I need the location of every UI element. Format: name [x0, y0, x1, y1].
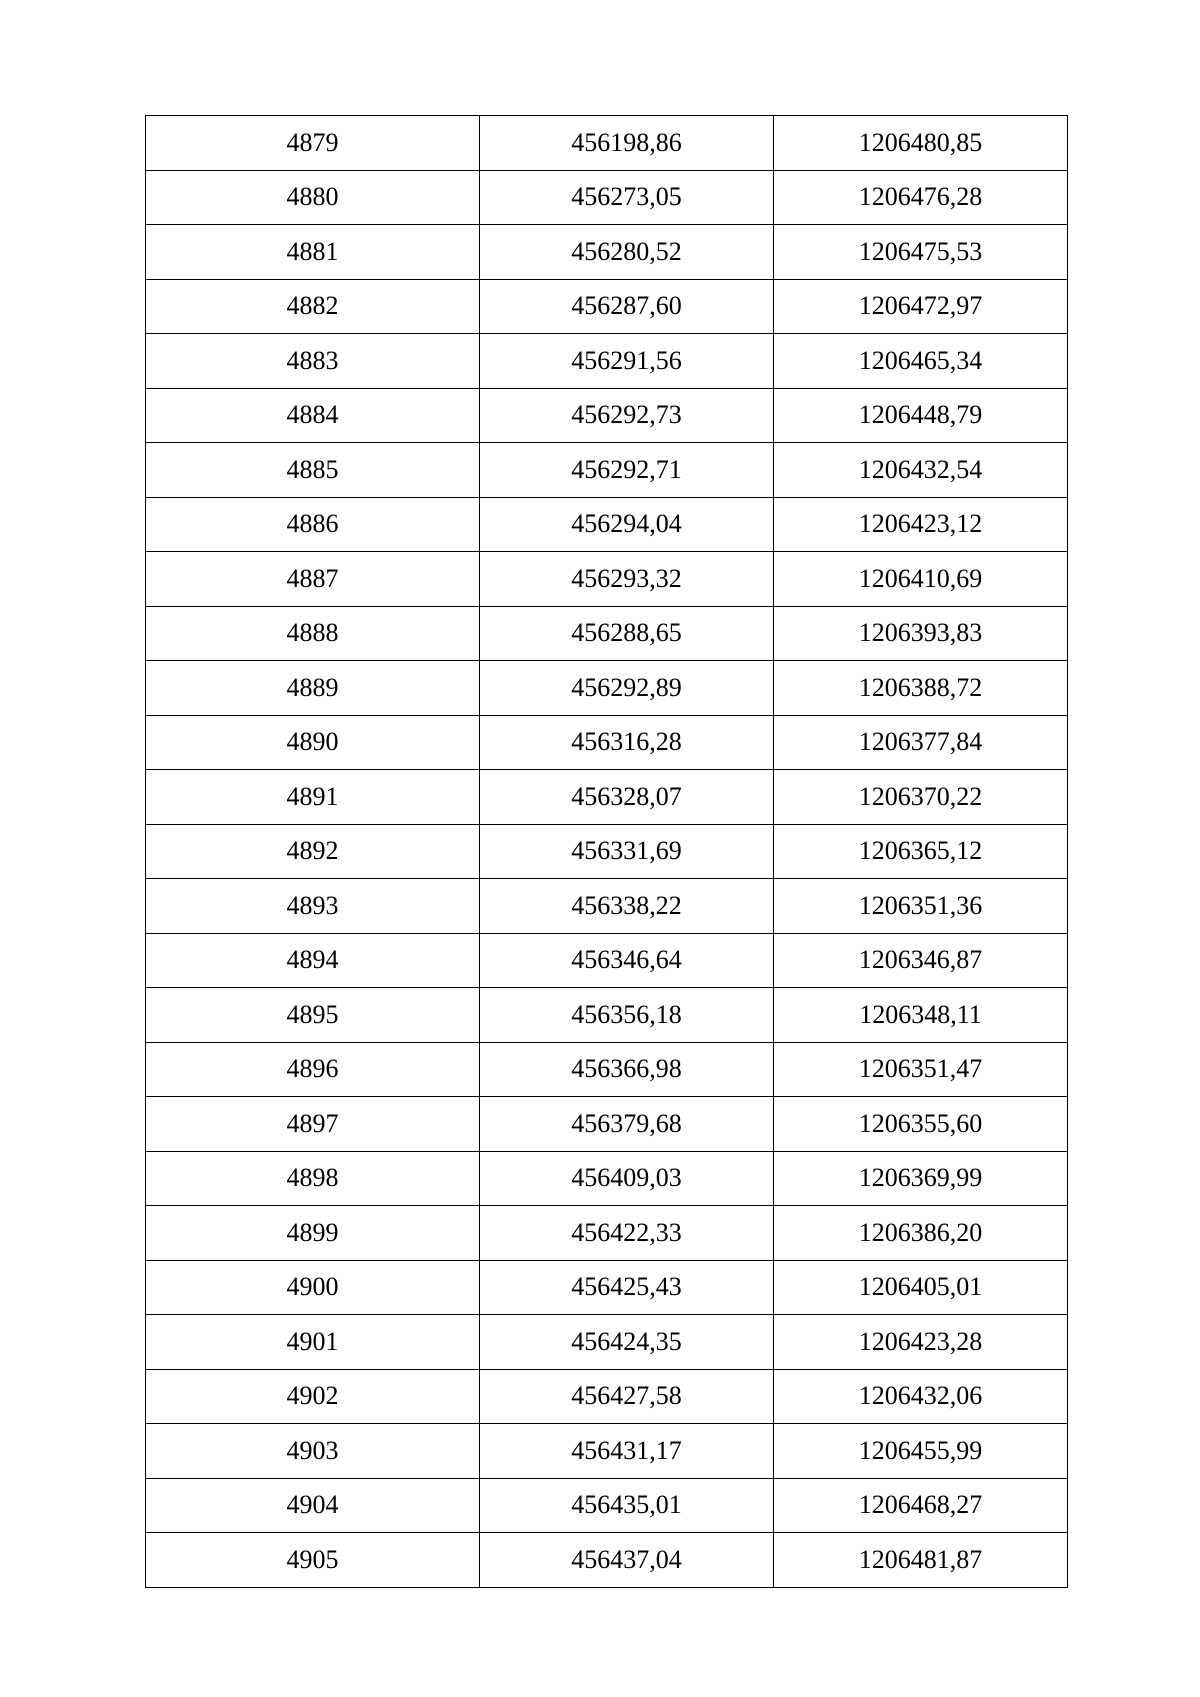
point-number-cell: 4884 [146, 388, 480, 443]
y-coordinate-cell: 1206423,28 [774, 1315, 1068, 1370]
x-coordinate-cell: 456424,35 [480, 1315, 774, 1370]
coordinates-table [145, 115, 1068, 1588]
table-row [146, 1533, 1068, 1588]
x-coordinate-cell: 456366,98 [480, 1042, 774, 1097]
x-coordinate-cell: 456338,22 [480, 879, 774, 934]
point-number-cell: 4900 [146, 1260, 480, 1315]
y-coordinate-cell: 1206448,79 [774, 388, 1068, 443]
table-row [146, 606, 1068, 661]
y-coordinate-cell: 1206423,12 [774, 497, 1068, 552]
point-number-cell: 4898 [146, 1151, 480, 1206]
point-number-cell: 4891 [146, 770, 480, 825]
table-row [146, 715, 1068, 770]
y-coordinate-cell: 1206432,06 [774, 1369, 1068, 1424]
y-coordinate-cell: 1206351,47 [774, 1042, 1068, 1097]
point-number-cell: 4886 [146, 497, 480, 552]
x-coordinate-cell: 456431,17 [480, 1424, 774, 1479]
table-row [146, 661, 1068, 716]
coordinates-table-body [146, 116, 1068, 1588]
point-number-cell: 4892 [146, 824, 480, 879]
table-row [146, 988, 1068, 1043]
x-coordinate-cell: 456356,18 [480, 988, 774, 1043]
y-coordinate-cell: 1206475,53 [774, 225, 1068, 280]
point-number-cell: 4880 [146, 170, 480, 225]
y-coordinate-cell: 1206377,84 [774, 715, 1068, 770]
y-coordinate-cell: 1206432,54 [774, 443, 1068, 498]
table-row [146, 1478, 1068, 1533]
x-coordinate-cell: 456273,05 [480, 170, 774, 225]
y-coordinate-cell: 1206476,28 [774, 170, 1068, 225]
x-coordinate-cell: 456435,01 [480, 1478, 774, 1533]
x-coordinate-cell: 456437,04 [480, 1533, 774, 1588]
table-row [146, 933, 1068, 988]
y-coordinate-cell: 1206481,87 [774, 1533, 1068, 1588]
x-coordinate-cell: 456292,71 [480, 443, 774, 498]
table-row [146, 770, 1068, 825]
y-coordinate-cell: 1206480,85 [774, 116, 1068, 171]
point-number-cell: 4899 [146, 1206, 480, 1261]
table-row [146, 1260, 1068, 1315]
x-coordinate-cell: 456198,86 [480, 116, 774, 171]
table-row [146, 1042, 1068, 1097]
x-coordinate-cell: 456427,58 [480, 1369, 774, 1424]
point-number-cell: 4879 [146, 116, 480, 171]
x-coordinate-cell: 456292,73 [480, 388, 774, 443]
table-row [146, 116, 1068, 171]
point-number-cell: 4902 [146, 1369, 480, 1424]
y-coordinate-cell: 1206410,69 [774, 552, 1068, 607]
y-coordinate-cell: 1206346,87 [774, 933, 1068, 988]
y-coordinate-cell: 1206393,83 [774, 606, 1068, 661]
table-row [146, 552, 1068, 607]
point-number-cell: 4885 [146, 443, 480, 498]
table-row [146, 1424, 1068, 1479]
x-coordinate-cell: 456294,04 [480, 497, 774, 552]
x-coordinate-cell: 456409,03 [480, 1151, 774, 1206]
point-number-cell: 4901 [146, 1315, 480, 1370]
table-row [146, 279, 1068, 334]
point-number-cell: 4895 [146, 988, 480, 1043]
point-number-cell: 4890 [146, 715, 480, 770]
point-number-cell: 4897 [146, 1097, 480, 1152]
x-coordinate-cell: 456422,33 [480, 1206, 774, 1261]
table-row [146, 388, 1068, 443]
x-coordinate-cell: 456291,56 [480, 334, 774, 389]
y-coordinate-cell: 1206351,36 [774, 879, 1068, 934]
point-number-cell: 4883 [146, 334, 480, 389]
table-row [146, 1206, 1068, 1261]
table-row [146, 334, 1068, 389]
table-row [146, 879, 1068, 934]
y-coordinate-cell: 1206370,22 [774, 770, 1068, 825]
y-coordinate-cell: 1206465,34 [774, 334, 1068, 389]
x-coordinate-cell: 456379,68 [480, 1097, 774, 1152]
table-row [146, 1315, 1068, 1370]
x-coordinate-cell: 456331,69 [480, 824, 774, 879]
y-coordinate-cell: 1206388,72 [774, 661, 1068, 716]
point-number-cell: 4888 [146, 606, 480, 661]
point-number-cell: 4894 [146, 933, 480, 988]
point-number-cell: 4905 [146, 1533, 480, 1588]
table-row [146, 1369, 1068, 1424]
table-row [146, 170, 1068, 225]
x-coordinate-cell: 456328,07 [480, 770, 774, 825]
table-row [146, 443, 1068, 498]
y-coordinate-cell: 1206348,11 [774, 988, 1068, 1043]
x-coordinate-cell: 456292,89 [480, 661, 774, 716]
point-number-cell: 4882 [146, 279, 480, 334]
point-number-cell: 4889 [146, 661, 480, 716]
x-coordinate-cell: 456425,43 [480, 1260, 774, 1315]
x-coordinate-cell: 456346,64 [480, 933, 774, 988]
point-number-cell: 4881 [146, 225, 480, 280]
point-number-cell: 4896 [146, 1042, 480, 1097]
y-coordinate-cell: 1206405,01 [774, 1260, 1068, 1315]
y-coordinate-cell: 1206386,20 [774, 1206, 1068, 1261]
point-number-cell: 4904 [146, 1478, 480, 1533]
x-coordinate-cell: 456288,65 [480, 606, 774, 661]
x-coordinate-cell: 456280,52 [480, 225, 774, 280]
point-number-cell: 4893 [146, 879, 480, 934]
table-row [146, 1151, 1068, 1206]
y-coordinate-cell: 1206455,99 [774, 1424, 1068, 1479]
table-row [146, 497, 1068, 552]
y-coordinate-cell: 1206369,99 [774, 1151, 1068, 1206]
table-row [146, 225, 1068, 280]
table-row [146, 824, 1068, 879]
table-row [146, 1097, 1068, 1152]
x-coordinate-cell: 456287,60 [480, 279, 774, 334]
y-coordinate-cell: 1206472,97 [774, 279, 1068, 334]
y-coordinate-cell: 1206365,12 [774, 824, 1068, 879]
x-coordinate-cell: 456316,28 [480, 715, 774, 770]
y-coordinate-cell: 1206355,60 [774, 1097, 1068, 1152]
point-number-cell: 4887 [146, 552, 480, 607]
y-coordinate-cell: 1206468,27 [774, 1478, 1068, 1533]
point-number-cell: 4903 [146, 1424, 480, 1479]
x-coordinate-cell: 456293,32 [480, 552, 774, 607]
